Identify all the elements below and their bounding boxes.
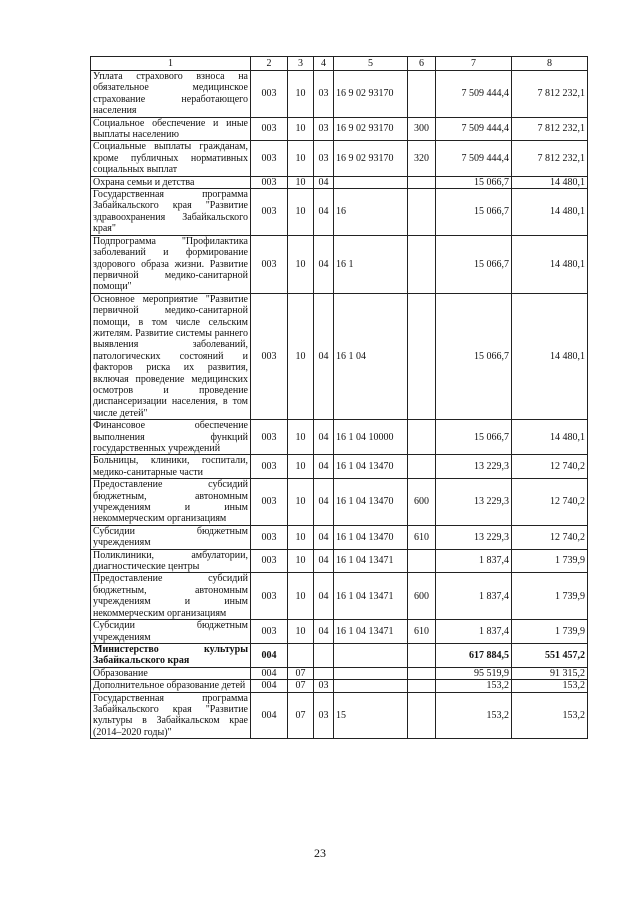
subsection-code: 04: [314, 573, 334, 620]
column-number-row: [91, 57, 588, 71]
subsection-code: 04: [314, 455, 334, 479]
amount-year-2: 12 740,2: [512, 479, 588, 526]
amount-year-1: 7 509 444,4: [436, 71, 512, 118]
department-code: 004: [251, 692, 288, 739]
column-number: 8: [512, 57, 588, 71]
section-code: 10: [288, 420, 314, 455]
column-number: 2: [251, 57, 288, 71]
subsection-code: 04: [314, 479, 334, 526]
amount-year-2: 7 812 232,1: [512, 117, 588, 141]
expense-type-code: [408, 189, 436, 236]
row-name: Финансовое обеспечение выполнения функций государственных учреждений: [91, 420, 251, 455]
table-row: [91, 573, 588, 620]
target-article-code: 16 1 04 13470: [334, 455, 408, 479]
column-number: 6: [408, 57, 436, 71]
target-article-code: [334, 667, 408, 679]
expense-type-code: [408, 455, 436, 479]
expense-type-code: 600: [408, 479, 436, 526]
row-name: Социальные выплаты гражданам, кроме публичных нормативных социальных выплат: [91, 141, 251, 176]
table-row: [91, 71, 588, 118]
row-name: Государственная программа Забайкальского края "Развитие здравоохранения Забайкальского края": [91, 189, 251, 236]
amount-year-1: 13 229,3: [436, 479, 512, 526]
table-row: [91, 479, 588, 526]
row-name: Субсидии бюджетным учреждениям: [91, 525, 251, 549]
amount-year-2: 91 315,2: [512, 667, 588, 679]
amount-year-1: 7 509 444,4: [436, 141, 512, 176]
section-code: 10: [288, 176, 314, 188]
target-article-code: [334, 176, 408, 188]
section-code: 07: [288, 692, 314, 739]
subsection-code: [314, 667, 334, 679]
expense-type-code: [408, 293, 436, 419]
subsection-code: 04: [314, 293, 334, 419]
department-code: 004: [251, 643, 288, 667]
department-code: 003: [251, 525, 288, 549]
expense-type-code: [408, 235, 436, 293]
expense-type-code: [408, 176, 436, 188]
target-article-code: 16 1 04 13470: [334, 525, 408, 549]
amount-year-2: 14 480,1: [512, 293, 588, 419]
amount-year-1: 15 066,7: [436, 420, 512, 455]
expense-type-code: 600: [408, 573, 436, 620]
subsection-code: 04: [314, 235, 334, 293]
amount-year-2: 14 480,1: [512, 176, 588, 188]
expense-type-code: 320: [408, 141, 436, 176]
section-code: 10: [288, 189, 314, 236]
row-name: Субсидии бюджетным учреждениям: [91, 620, 251, 644]
amount-year-1: 617 884,5: [436, 643, 512, 667]
amount-year-2: 551 457,2: [512, 643, 588, 667]
table-row: [91, 235, 588, 293]
expense-type-code: [408, 692, 436, 739]
department-code: 004: [251, 680, 288, 692]
department-code: 003: [251, 235, 288, 293]
department-code: 003: [251, 620, 288, 644]
subsection-code: 04: [314, 620, 334, 644]
row-name: Больницы, клиники, госпитали, медико-санитарные части: [91, 455, 251, 479]
amount-year-1: 153,2: [436, 680, 512, 692]
amount-year-1: 153,2: [436, 692, 512, 739]
amount-year-2: 1 739,9: [512, 549, 588, 573]
section-code: 07: [288, 667, 314, 679]
department-code: 003: [251, 573, 288, 620]
section-code: 10: [288, 479, 314, 526]
amount-year-2: 153,2: [512, 680, 588, 692]
section-code: 10: [288, 549, 314, 573]
section-code: 10: [288, 573, 314, 620]
amount-year-1: 13 229,3: [436, 455, 512, 479]
subsection-code: 04: [314, 549, 334, 573]
amount-year-2: 1 739,9: [512, 573, 588, 620]
amount-year-1: 15 066,7: [436, 189, 512, 236]
amount-year-2: 7 812 232,1: [512, 141, 588, 176]
table-row: [91, 176, 588, 188]
section-code: 10: [288, 141, 314, 176]
department-code: 003: [251, 293, 288, 419]
amount-year-2: 14 480,1: [512, 235, 588, 293]
amount-year-2: 7 812 232,1: [512, 71, 588, 118]
subsection-code: [314, 643, 334, 667]
section-code: 10: [288, 525, 314, 549]
target-article-code: 15: [334, 692, 408, 739]
amount-year-1: 1 837,4: [436, 620, 512, 644]
target-article-code: 16 9 02 93170: [334, 141, 408, 176]
target-article-code: 16 1 04: [334, 293, 408, 419]
row-name: Подпрограмма "Профилактика заболеваний и формирование здорового образа жизни. Развитие первичной медико-санитарной помощи": [91, 235, 251, 293]
table-row: [91, 293, 588, 419]
expense-type-code: 300: [408, 117, 436, 141]
department-code: 003: [251, 71, 288, 118]
subsection-code: 03: [314, 141, 334, 176]
subsection-code: 04: [314, 189, 334, 236]
target-article-code: [334, 643, 408, 667]
table-row: [91, 643, 588, 667]
amount-year-1: 15 066,7: [436, 293, 512, 419]
column-number: 5: [334, 57, 408, 71]
amount-year-1: 1 837,4: [436, 549, 512, 573]
row-name: Основное мероприятие "Развитие первичной медико-санитарной помощи, в том числе сельским жителям. Развитие системы раннего выявления заболеваний, патологических состояний и факторов риска их развития, включая проведение медицинских осмотров и проведение диспансеризации населения, в том числе детей": [91, 293, 251, 419]
amount-year-1: 7 509 444,4: [436, 117, 512, 141]
table-body: [91, 71, 588, 739]
department-code: 003: [251, 189, 288, 236]
table-row: [91, 141, 588, 176]
row-name: Охрана семьи и детства: [91, 176, 251, 188]
section-code: 10: [288, 235, 314, 293]
page-number: 23: [314, 846, 326, 860]
target-article-code: 16 9 02 93170: [334, 117, 408, 141]
target-article-code: 16 1 04 13471: [334, 573, 408, 620]
amount-year-1: 95 519,9: [436, 667, 512, 679]
subsection-code: 03: [314, 680, 334, 692]
amount-year-1: 15 066,7: [436, 235, 512, 293]
amount-year-2: 1 739,9: [512, 620, 588, 644]
amount-year-1: 15 066,7: [436, 176, 512, 188]
row-name: Образование: [91, 667, 251, 679]
expense-type-code: 610: [408, 620, 436, 644]
department-code: 003: [251, 141, 288, 176]
expense-type-code: [408, 643, 436, 667]
section-code: 07: [288, 680, 314, 692]
expense-type-code: [408, 667, 436, 679]
section-code: 10: [288, 620, 314, 644]
table-row: [91, 455, 588, 479]
department-code: 003: [251, 549, 288, 573]
row-name: Предоставление субсидий бюджетным, автономным учреждениям и иным некоммерческим организациям: [91, 479, 251, 526]
amount-year-2: 14 480,1: [512, 189, 588, 236]
section-code: 10: [288, 117, 314, 141]
amount-year-1: 1 837,4: [436, 573, 512, 620]
section-code: 10: [288, 71, 314, 118]
subsection-code: 03: [314, 117, 334, 141]
expense-type-code: [408, 680, 436, 692]
expense-type-code: 610: [408, 525, 436, 549]
subsection-code: 03: [314, 71, 334, 118]
column-number: 4: [314, 57, 334, 71]
target-article-code: 16 1 04 13470: [334, 479, 408, 526]
row-name: Уплата страхового взноса на обязательное медицинское страхование неработающего населения: [91, 71, 251, 118]
row-name: Предоставление субсидий бюджетным, автономным учреждениям и иным некоммерческим организациям: [91, 573, 251, 620]
table-row: [91, 420, 588, 455]
row-name: Министерство культуры Забайкальского края: [91, 643, 251, 667]
subsection-code: 04: [314, 525, 334, 549]
department-code: 003: [251, 455, 288, 479]
amount-year-2: 12 740,2: [512, 455, 588, 479]
department-code: 003: [251, 479, 288, 526]
row-name: Дополнительное образование детей: [91, 680, 251, 692]
target-article-code: 16 1 04 13471: [334, 620, 408, 644]
table-row: [91, 692, 588, 739]
department-code: 003: [251, 176, 288, 188]
department-code: 003: [251, 420, 288, 455]
column-number: 3: [288, 57, 314, 71]
target-article-code: 16 9 02 93170: [334, 71, 408, 118]
column-number: 7: [436, 57, 512, 71]
expense-type-code: [408, 420, 436, 455]
target-article-code: 16: [334, 189, 408, 236]
target-article-code: [334, 680, 408, 692]
section-code: [288, 643, 314, 667]
expense-type-code: [408, 549, 436, 573]
section-code: 10: [288, 455, 314, 479]
amount-year-2: 153,2: [512, 692, 588, 739]
table-row: [91, 525, 588, 549]
target-article-code: 16 1 04 10000: [334, 420, 408, 455]
expense-type-code: [408, 71, 436, 118]
budget-table: [90, 56, 588, 739]
table-row: [91, 189, 588, 236]
department-code: 003: [251, 117, 288, 141]
subsection-code: 04: [314, 420, 334, 455]
section-code: 10: [288, 293, 314, 419]
column-number: 1: [91, 57, 251, 71]
table-row: [91, 117, 588, 141]
table-row: [91, 667, 588, 679]
department-code: 004: [251, 667, 288, 679]
row-name: Социальное обеспечение и иные выплаты населению: [91, 117, 251, 141]
row-name: Государственная программа Забайкальского края "Развитие культуры в Забайкальском крае (2014–2020 годы)": [91, 692, 251, 739]
subsection-code: 04: [314, 176, 334, 188]
target-article-code: 16 1: [334, 235, 408, 293]
target-article-code: 16 1 04 13471: [334, 549, 408, 573]
subsection-code: 03: [314, 692, 334, 739]
amount-year-2: 12 740,2: [512, 525, 588, 549]
table-row: [91, 549, 588, 573]
amount-year-2: 14 480,1: [512, 420, 588, 455]
table-row: [91, 620, 588, 644]
row-name: Поликлиники, амбулатории, диагностические центры: [91, 549, 251, 573]
amount-year-1: 13 229,3: [436, 525, 512, 549]
table-row: [91, 680, 588, 692]
